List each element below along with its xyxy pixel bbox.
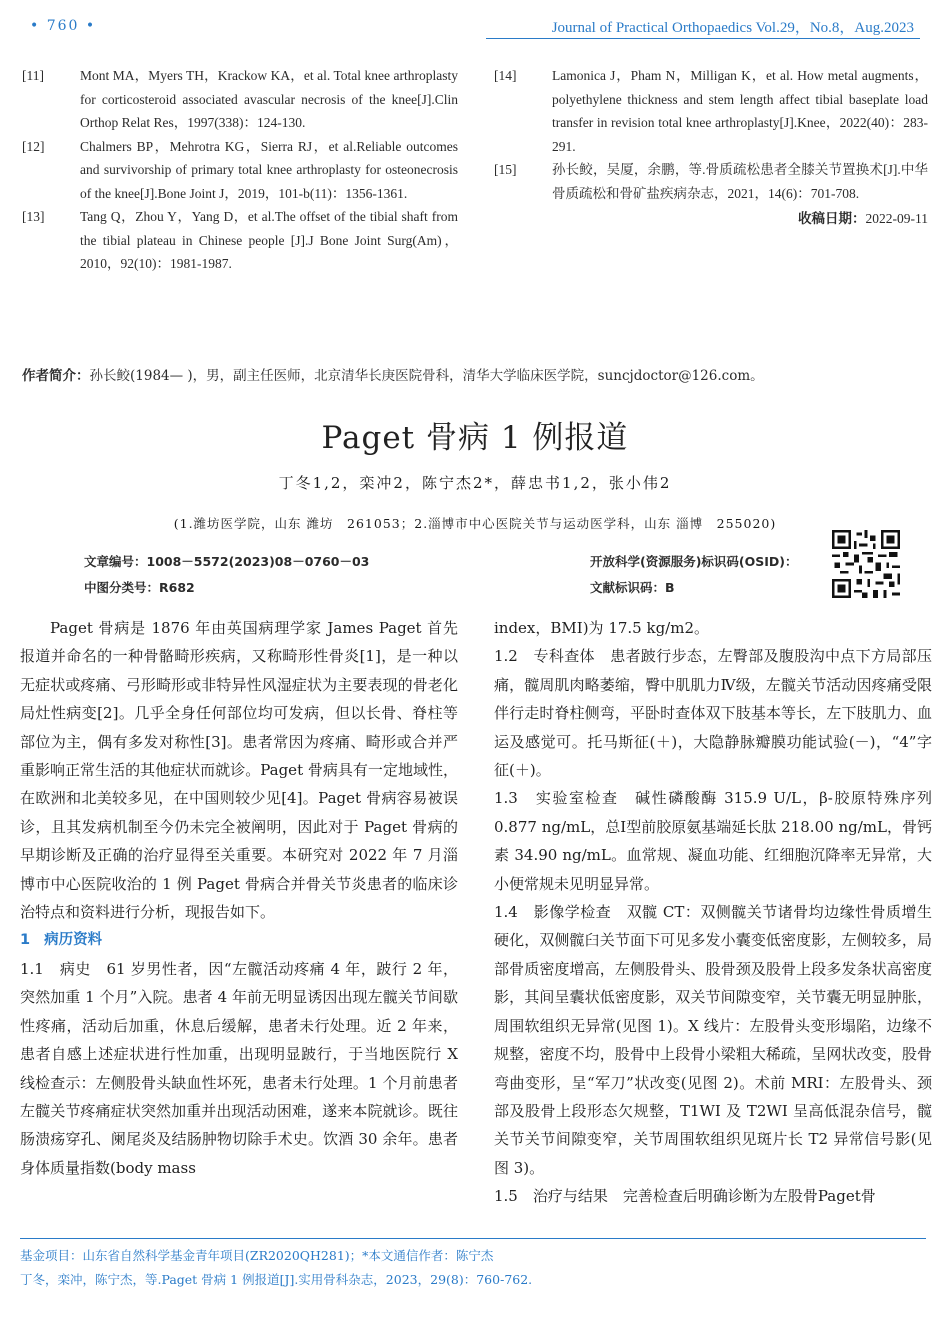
reference-text: Tang Q，Zhou Y，Yang D，et al.The offset of the tibial shaft from the tibial plateau in Chinese people [J].J Bone Joint Surg(Am)，2010，92(10)：1981-1987. — [80, 209, 458, 271]
reference-text: Lamonica J，Pham N，Milligan K，et al. How metal augments，polyethylene thickness and stem length affect tibial baseplate load transfer in revision total knee arthroplasty[J].Knee，2022(40)：283-291. — [552, 68, 928, 154]
qr-code-icon[interactable] — [832, 530, 900, 598]
subsection-text: 双髋 CT：双侧髋关节诸骨均边缘性骨质增生硬化，双侧髋臼关节面下可见多发小囊变低密度影，左侧较多，局部骨质密度增高，左侧股骨头、股骨颈及股骨上段多发条状高密度影，其间呈囊状低密度影，双关节间隙变窄，关节囊无明显肿胀，周围软组织无异常(见图 1)。X 线片：左股骨头变形塌陷，边缘不规整，密度不均，股骨中上段骨小梁粗大稀疏，呈网状改变，股骨弯曲变形，呈“军刀”状改变(见图 2)。术前 MRI：左股骨头、颈部及股骨上段形态欠规整，T1WI 及 T2WI 呈高低混杂信号，髋关节关节间隙变窄，关节周围软组织见斑片长 T2 异常信号影(见图 3)。 — [494, 903, 932, 1177]
reference-text: Chalmers BP，Mehrotra KG，Sierra RJ，et al.Reliable outcomes and survivorship of primary total knee arthroplasty for osteonecrosis of the knee[J].Bone Joint J，2019，101-b(11)：1356-1361. — [80, 138, 458, 201]
subsection-heading: 1.1 病史 — [20, 959, 91, 978]
reference-item — [22, 64, 458, 135]
reference-number: [11] — [22, 68, 44, 83]
intro-paragraph: Paget 骨病是 1876 年由英国病理学家 James Paget 首先报道并命名的一种骨骼畸形疾病，又称畸形性骨炎[1]，是一种以无症状或疼痛、弓形畸形或非特异性风湿症状为主要表现的骨老化局灶性病变[2]。几乎全身任何部位均可发病，但以长骨、脊柱等部位为主，偶有多发对称性[3]。患者常因为疼痛、畸形或合并严重影响正常生活的其他症状而就诊。Paget 骨病具有一定地域性，在欧洲和北美较多见，在中国则较少见[4]。Paget 骨病容易被误诊，且其发病机制至今仍未完全被阐明，因此对于 Paget 骨病的早期诊断及正确的治疗显得至关重要。本研究对 2022 年 7 月淄博市中心医院收治的 1 例 Paget 骨病合并骨关节炎患者的临床诊治特点和资料进行分析，现报告如下。 — [20, 619, 458, 922]
subsection-heading: 1.4 影像学检查 — [494, 903, 612, 922]
osid-label: 开放科学(资源服务)标识码(OSID)： — [590, 554, 798, 569]
reference-number: [12] — [22, 138, 45, 154]
subsection-heading: 1.3 实验室检查 — [494, 789, 619, 808]
section-heading-1 — [20, 926, 458, 954]
received-date — [494, 207, 928, 232]
subsection-1-3 — [494, 784, 932, 898]
article-title: Paget 骨病 1 例报道 — [321, 420, 629, 456]
reference-number: [13] — [22, 209, 45, 224]
article-affiliations: (1.潍坊医学院，山东 潍坊 261053；2.淄博市中心医院关节与运动医学科，山东 淄博 255020) — [173, 516, 777, 531]
author-bio-label: 作者简介： — [22, 368, 90, 384]
article-number: 文章编号：1008－5572(2023)08－0760－03 — [84, 554, 370, 569]
journal-name: Journal of Practical Orthopaedics Vol.29，No.8，Aug.2023 — [551, 20, 914, 36]
document-code: 文献标识码：B — [590, 580, 675, 595]
section-number: 1 — [20, 932, 31, 949]
article-authors: 丁冬1,2，栾冲2，陈宁杰2*，薛忠书1,2，张小伟2 — [278, 474, 672, 492]
reference-item — [494, 64, 928, 158]
reference-item — [494, 158, 928, 205]
subsection-1-2 — [494, 642, 932, 784]
subsection-heading: 1.5 治疗与结果 — [494, 1187, 608, 1206]
header-rule — [486, 38, 920, 39]
running-header — [0, 14, 950, 40]
subsection-1-1 — [20, 955, 458, 1182]
reference-text: Mont MA，Myers TH，Krackow KA，et al. Total knee arthroplasty for corticosteroid associated avascular necrosis of the knee[J].Clin Orthop Relat Res，1997(338)：124-130. — [80, 68, 458, 130]
reference-item — [22, 135, 458, 206]
subsection-text: 患者跛行步态，左臀部及腹股沟中点下方局部压痛，髋周肌肉略萎缩，臀中肌肌力Ⅳ级，左髋关节活动因疼痛受限伴行走时脊柱侧弯，平卧时查体双下肢基本等长，左下肢肌力、血运及感觉可。托马斯征(＋)，大隐静脉瓣膜功能试验(－)，“4”字征(＋)。 — [494, 647, 932, 780]
page-number: • 760 • — [30, 18, 97, 34]
continued-text: index，BMI)为 17.5 kg/m2。 — [494, 619, 710, 637]
fund-note: 基金项目：山东省自然科学基金青年项目(ZR2020QH281)；*本文通信作者：陈宁杰 — [20, 1248, 494, 1263]
received-label: 收稿日期： — [798, 211, 866, 227]
reference-text: 孙长鲛，吴厦，余鹏，等.骨质疏松患者全膝关节置换术[J].中华骨质疏松和骨矿盐疾病杂志，2021，14(6)：701-708. — [552, 162, 928, 201]
reference-number: [14] — [494, 68, 517, 83]
subsection-1-4 — [494, 898, 932, 1182]
references-left-column — [22, 64, 458, 276]
subsection-text: 碱性磷酸酶 315.9 U/L，β-胶原特殊序列 0.877 ng/mL，总Ⅰ型前胶原氨基端延长肽 218.00 ng/mL，骨钙素 34.90 ng/mL。血常规、凝血功能、红细胞沉降率无异常，大小便常规未见明显异常。 — [494, 789, 932, 893]
body-left-column — [20, 614, 458, 1182]
author-bio-text: 孙长鲛(1984— )，男，副主任医师，北京清华长庚医院骨科，清华大学临床医学院，suncjdoctor@126.com。 — [89, 368, 764, 384]
references-right-column — [494, 64, 928, 232]
received-value: 2022-09-11 — [865, 211, 928, 226]
section-title: 病历资料 — [44, 932, 103, 949]
author-bio — [22, 364, 932, 384]
reference-number: [15] — [494, 162, 517, 177]
body-right-column — [494, 614, 932, 1211]
subsection-text: 61 岁男性者，因“左髋活动疼痛 4 年，跛行 2 年，突然加重 1 个月”入院。患者 4 年前无明显诱因出现左髋关节间歇性疼痛，活动后加重，休息后缓解，患者未行处理。近 2 年来，患者自感上述症状进行性加重，出现明显跛行，于当地医院行 X 线检查示：左侧股骨头缺血性坏死，患者未行处理。1 个月前患者左髋关节疼痛症状突然加重并出现活动困难，遂来本院就诊。既往肠溃疡穿孔、阑尾炎及结肠肿物切除手术史。饮酒 30 余年。患者身体质量指数(body mass — [20, 959, 458, 1177]
subsection-heading: 1.2 专科查体 — [494, 647, 595, 666]
clc-number: 中图分类号：R682 — [84, 580, 195, 595]
reference-item — [22, 205, 458, 276]
subsection-text: 完善检查后明确诊断为左股骨Paget骨 — [622, 1187, 876, 1206]
footer-rule — [20, 1238, 926, 1239]
citation-note: 丁冬，栾冲，陈宁杰，等.Paget 骨病 1 例报道[J].实用骨科杂志，2023，29(8)：760-762. — [20, 1272, 533, 1287]
subsection-1-5 — [494, 1182, 932, 1210]
